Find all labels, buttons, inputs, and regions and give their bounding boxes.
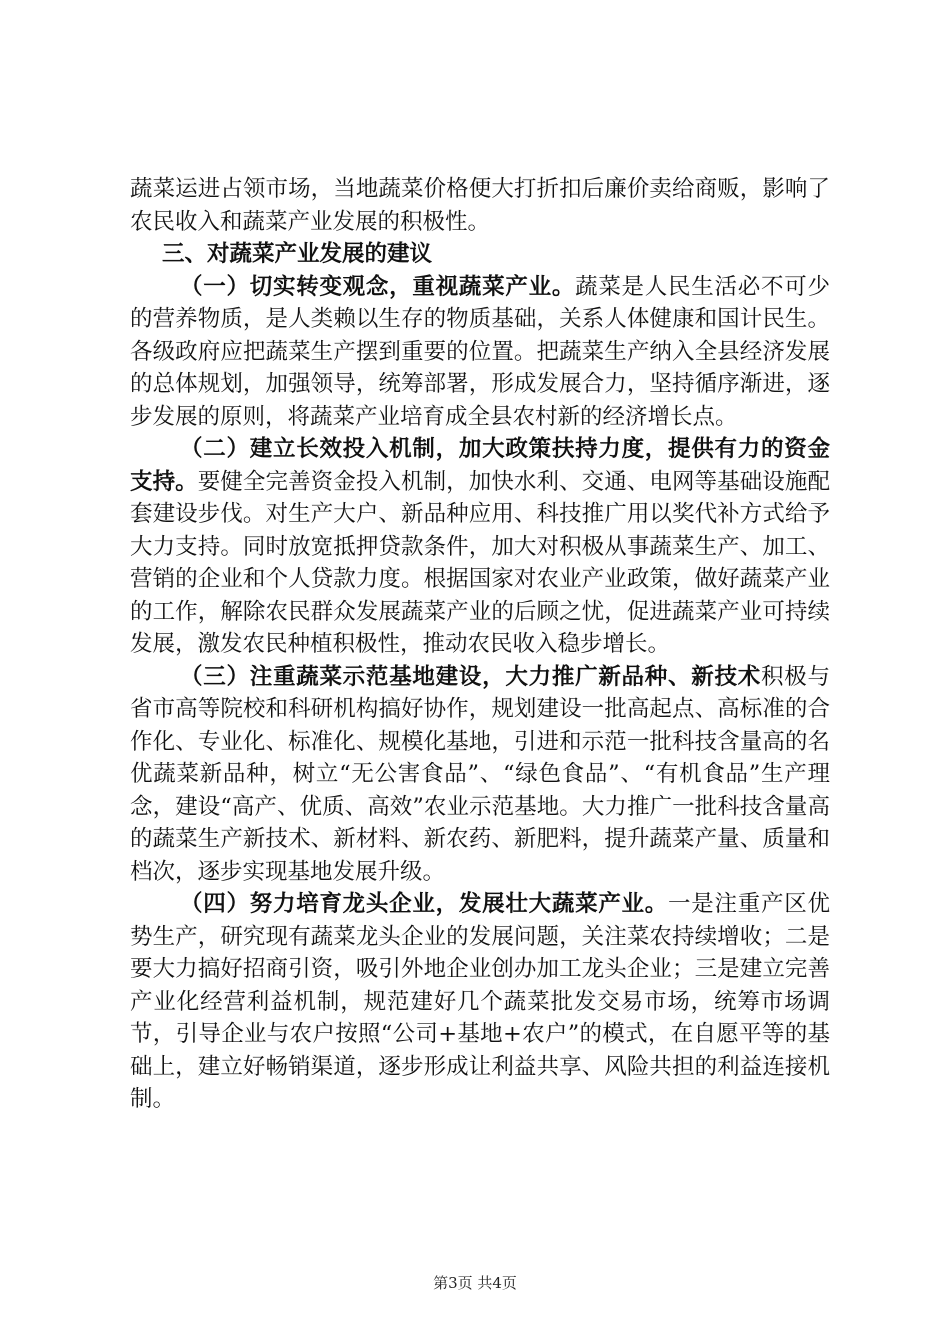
document-body [130, 173, 830, 1116]
paragraph-4-lead: （四）努力培育龙头企业，发展壮大蔬菜产业。 [180, 891, 669, 917]
paragraph-1-body: 蔬菜是人民生活必不可少的营养物质，是人类赖以生存的物质基础，关系人体健康和国计民生。各级政府应把蔬菜生产摆到重要的位置。把蔬菜生产纳入全县经济发展的总体规划，加强领导，统筹部署，形成发展合力，坚持循序渐进，逐步发展的原则，将蔬菜产业培育成全县农村新的经济增长点。 [130, 273, 830, 430]
paragraph-3 [130, 661, 830, 889]
paragraph-1 [130, 271, 830, 434]
paragraph-4-body: 一是注重产区优势生产，研究现有蔬菜龙头企业的发展问题，关注菜农持续增收；二是要大力搞好招商引资，吸引外地企业创办加工龙头企业；三是建立完善产业化经营利益机制，规范建好几个蔬菜批发交易市场，统筹市场调节，引导企业与农户按照“公司+基地+农户”的模式，在自愿平等的基础上，建立好畅销渠道，逐步形成让利益共享、风险共担的利益连接机制。 [130, 891, 830, 1112]
paragraph-2-lead: （二）建立长效投入机制，加大政策扶持力度，提供有力的资金支持。 [130, 436, 830, 495]
page-number-footer: 第3页 共4页 [433, 1274, 517, 1292]
paragraph-2 [130, 433, 830, 661]
paragraph-4 [130, 888, 830, 1116]
continuation-paragraph: 蔬菜运进占领市场，当地蔬菜价格便大打折扣后廉价卖给商贩，影响了农民收入和蔬菜产业发展的积极性。 [130, 176, 830, 235]
paragraph-2-body: 要健全完善资金投入机制，加快水利、交通、电网等基础设施配套建设步伐。对生产大户、新品种应用、科技推广用以奖代补方式给予大力支持。同时放宽抵押贷款条件，加大对积极从事蔬菜生产、加工、营销的企业和个人贷款力度。根据国家对农业产业政策，做好蔬菜产业的工作，解除农民群众发展蔬菜产业的后顾之忧，促进蔬菜产业可持续发展，激发农民种植积极性，推动农民收入稳步增长。 [130, 468, 830, 657]
paragraph-3-body: 积极与省市高等院校和科研机构搞好协作，规划建设一批高起点、高标准的合作化、专业化、标准化、规模化基地，引进和示范一批科技含量高的名优蔬菜新品种，树立“无公害食品”、“绿色食品”、“有机食品”生产理念，建设“高产、优质、高效”农业示范基地。大力推广一批科技含量高的蔬菜生产新技术、新材料、新农药、新肥料，提升蔬菜产量、质量和档次，逐步实现基地发展升级。 [130, 663, 830, 885]
paragraph-3-lead: （三）注重蔬菜示范基地建设，大力推广新品种、新技术 [180, 663, 761, 690]
paragraph-1-lead: （一）切实转变观念，重视蔬菜产业。 [180, 273, 576, 300]
section-heading: 三、对蔬菜产业发展的建议 [162, 241, 433, 267]
